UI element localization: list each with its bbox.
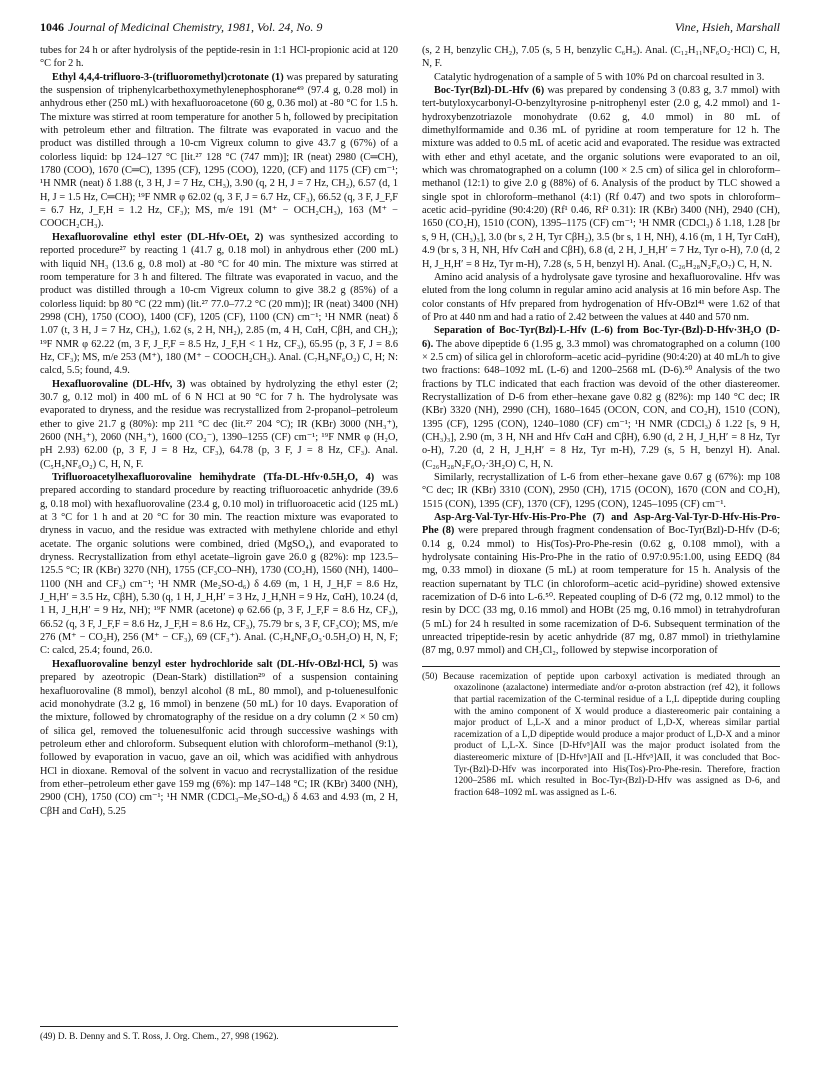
left-footnote-area xyxy=(40,1026,398,1044)
paragraph: Amino acid analysis of a hydrolysate gave tyrosine and hexafluorovaline. Hfv was eluted from the long column in regular amino acid analysis at 16 min before Asp. The color constants of Hfv prepared from hydrogenation of Hfv-OBzl⁴¹ were 1.62 of that of Pro at 440 nm and had a ratio of 2.42 between the values at 440 and 570 nm. xyxy=(422,271,780,323)
paragraph-body: was prepared according to standard procedure by reacting trifluoroacetic anhydride (39.6 g, 0.18 mol) with hexafluorovaline (23.4 g, 0.10 mol) in trifluoroacetic acid (125 mL) at 3 °C for 1 h and at 20 °C for 30 min. The reaction mixture was evaporated to dryness in vacuo, and the residue was extracted with methylene chloride and ethyl acetate. The organic solutions were combined, dried (MgSO₄), and evaporated to dryness. Recrystallization from ethyl acetate–ligroin gave 26.0 g (82%): mp 123.5–125.5 °C; IR (KBr) 3270 (NH), 1755 (CF₃CO–NH), 1730 (CO₂H), 1560 (NH), 1400–1100 (NH and CF₃) cm⁻¹; ¹H NMR (Me₂SO-d₆) δ 4.69 (m, 1 H, J_H,F = 8.6 Hz, J_H,H′ = 3.5 Hz, CβH), 5.30 (q, 1 H, J_H,H′ = 3 Hz, J_H,NH = 9 Hz, CαH), 10.24 (d, 1 H, J_H,H′ = 9 Hz, NH); ¹⁹F NMR (acetone) φ 62.66 (p, 3 F, J_F,F = 8.6 Hz, CF₃), 66.52 (q, 3 F, J_F,F = 8.6 Hz, J_F,H = 8.6 Hz, CF₃), 75.79 br s, 3 F, CF₃CO); MS, m/e 276 (M⁺ − CO₂H), 256 (M⁺ − CF₃), 69 (CF₃⁺). Anal. (C₇H₄NF₉O₃·0.5H₂O) H, N, F; C: calcd, 25.4; found, 26.0. xyxy=(40,472,398,657)
compound-heading: Trifluoroacetylhexafluorovaline hemihydrate (Tfa-DL-Hfv·0.5H₂O, 4) xyxy=(52,472,375,483)
paragraph xyxy=(40,658,398,818)
paragraph-body: were prepared through fragment condensation of Boc-Tyr(Bzl)-D-Hfv (D-6; 0.14 g, 0.24 mmol) to His(Tos)-Pro-Phe-resin (0.62 g, 0.108 mmol), with a hydrolysate containing His-Pro-Phe in the ratio of 0.97:0.95:1.00, using EEDQ (84 mg, 0.33 mmol) in dioxane (5 mL) at room temperature for 15 h. Analysis of the reaction supernatant by TLC (in chloroform–acetic acid–pyridine) showed extensive racemization of D-6 into L-6.⁵⁰. Repeated coupling of D-6 (72 mg, 0.12 mmol) to the resin by DCC (33 mg, 0.16 mmol) and HOBt (25 mg, 0.16 mmol) in tetrahydrofuran (5 mL) for 24 h resulted in some racemization of D-6. Subsequent termination of the unreacted tripeptide-resin by acetic anhydride (87 mg, 0.87 mmol) in triethylamine (87 mg, 0.97 mmol) and CH₂Cl₂, followed by stepwise incorporation of xyxy=(422,525,781,657)
compound-heading: Hexafluorovaline (DL-Hfv, 3) xyxy=(52,378,186,390)
footnote-49: (49) D. B. Denny and S. T. Ross, J. Org. Chem., 27, 998 (1962). xyxy=(40,1032,279,1042)
paragraph xyxy=(422,324,780,471)
compound-heading: Boc-Tyr(Bzl)-DL-Hfv (6) xyxy=(434,85,545,97)
left-column xyxy=(40,44,398,818)
compound-heading: Separation of Boc-Tyr(Bzl)-L-Hfv (L-6) from Boc-Tyr-(Bzl)-D-Hfv·3H₂O (D-6). xyxy=(422,325,780,350)
paragraph xyxy=(422,511,780,658)
paragraph: Catalytic hydrogenation of a sample of 5 with 10% Pd on charcoal resulted in 3. xyxy=(434,71,765,83)
footnote-50: (50) Because racemization of peptide upon carboxyl activation is mediated through an oxazolinone (azalactone) intermediate and/or α-proton abstraction (ref 42), it follows that partial racemization of the C-terminal residue of a L,L dipeptide during coupling with the amino component of X would produce a diastereomeric pair containing a major product of L,L-X and a minor product of L,D-X, whereas similar partial racemization of a L,D dipeptide would produce a major product of L,D-X and a minor product of L,L-X. Since [D-Hfv⁵]AII was the major product isolated from the diastereomeric mixture of [D-Hfv⁵]AII and [L-Hfv⁵]AII, it was concluded that Boc-Tyr-(Bzl)-D-Hfv was incorporated into His(Tos)-Pro-Phe-resin. Therefore, fraction 1200–2586 mL which resulted in Boc-Tyr-(Bzl)-D-Hfv was assigned as D-6, and fraction 648–1092 mL was assigned as L-6. xyxy=(422,671,780,798)
right-column xyxy=(422,44,780,799)
footnote-rule xyxy=(40,1026,398,1027)
paragraph-body: was prepared by saturating the suspension of triphenylcarbethoxymethylenephosphorane⁴⁹ (97.4 g, 0.28 mol) in anhydrous ether (250 mL) with hexafluoroacetone (60 g, 0.36 mol) at -80 °C for 1.5 h. The mixture was stirred at room temperature for another 5 h, followed by precipitation with petroleum ether and filtration. The filtrate was evaporated in vacuo and the product was distilled through a 10-cm Vigreux column to give 43.7 g (67%) of a colorless liquid: bp 124–127 °C [lit.²⁷ 128 °C (747 mm)]; IR (neat) 2980 (C═CH), 1780 (COO), 1670 (C═C), 1395 (CF), 1295 (COO), 1220, (CF) and 1175 (CF) cm⁻¹; ¹H NMR (neat) δ 1.88 (t, 3 H, J = 7 Hz, CH₃), 3.90 (q, 2 H, J = 7 Hz, CH₂), 6.57 (d, 1 H, J = 1.5 Hz, C═CH); ¹⁹F NMR φ 62.02 (q, 3 F, J = 6.7 Hz, CF₃), 66.52 (q, 3 F, J_F,F = 6.7 Hz, J_F,H = 1.2 Hz, CF₃); MS, m/e 191 (M⁺ − OCH₂CH₃), 163 (M⁺ − COOCH₂CH₃). xyxy=(40,71,398,230)
page-number: 1046 xyxy=(40,20,64,34)
paragraph xyxy=(40,471,398,658)
paragraph xyxy=(40,378,398,471)
compound-heading: Asp-Arg-Val-Tyr-Hfv-His-Pro-Phe (7) and Asp-Arg-Val-Tyr-D-Hfv-His-Pro-Phe (8) xyxy=(422,512,780,537)
paragraph xyxy=(40,71,398,231)
compound-heading: Hexafluorovaline ethyl ester (DL-Hfv-OEt, 2) xyxy=(52,231,264,243)
footnote-rule xyxy=(422,666,780,667)
paragraph-body: The above dipeptide 6 (1.95 g, 3.3 mmol) was chromatographed on a column (100 × 2.5 cm) of silica gel in chloroform–acetic acid–pyridine (90:4:20) at 40 mL/h to give two fractions: 648–1092 mL (L-6) and 1200–2568 mL (D-6).⁵⁰ Analysis of the two fractions by TLC indicated that each fraction was devoid of the other diastereomer. Recrystallization of D-6 from ether–hexane gave 0.82 g (82%): mp 140 °C dec; IR (KBr) 3320 (NH), 2990 (CH), 1680–1645 (OCON, CON, and CO₂H), 1510 (CON), 1395 (CF), 1295 (CON), 1240–1080 (CF) cm⁻¹; ¹H NMR (CDCl₃) δ 1.22 [s, 9 H, (CH₃)₃], 2.90 (m, 3 H, NH and Hfv CαH and CβH), 6.90 (d, 2 H, J_H,H′ = 8 Hz, Tyr o-H), 7.20 (d, 2 H, J_H,H′ = 8 Hz, Tyr m-H), 7.29 (s, 5 H, benzyl H). Anal. (C₂₆H₂₈N₂F₆O₇·3H₂O) C, H, N. xyxy=(422,338,780,470)
compound-heading: Hexafluorovaline benzyl ester hydrochloride salt (DL-Hfv-OBzl·HCl, 5) xyxy=(52,658,378,670)
paragraph xyxy=(422,84,780,271)
compound-heading: Ethyl 4,4,4-trifluoro-3-(trifluoromethyl)crotonate (1) xyxy=(52,71,284,83)
running-authors: Vine, Hsieh, Marshall xyxy=(674,20,780,34)
paragraph xyxy=(40,231,398,378)
paragraph: Similarly, recrystallization of L-6 from ether–hexane gave 0.67 g (67%): mp 108 °C dec; IR (KBr) 3310 (CON), 2950 (CH), 1715 (OCON), 1670 (CON and CO₂H), 1515 (CON), 1395 (CF), 1370 (CF), 1295 (CON), 1245–1095 (CF) cm⁻¹. xyxy=(422,472,780,510)
paragraph-body: was prepared by azeotropic (Dean-Stark) distillation²⁹ of a suspension containing hexafluorovaline (8 mmol), benzyl alcohol (8 mL, 80 mmol), and p-toluenesulfonic acid monohydrate (3.2 g, 16 mmol) in benzene (50 mL) for 10 days. Evaporation of the mixture, followed by chromatography of the residue on a dry column (2 × 50 cm) of silica gel, removed the toluenesulfonic acid through successive washings with petroleum ether and chloroform. Subsequent elution with chloroform–methanol (9:1), followed by evaporation in vacuo, gave an oil, which was acidified with anhydrous HCl in dioxane. Removal of the solvent in vacuo and recrystallization of the residue from ether–petroleum ether gave 159 mg (6%): mp 147–148 °C; IR (KBr) 3400 (NH), 2900 (CH), 1750 (CO) cm⁻¹; ¹H NMR (CDCl₃–Me₂SO-d₆) δ 4.63 and 4.93 (m, 2 H, CβH and CαH), 5.25 xyxy=(40,658,399,817)
journal-citation: Journal of Medicinal Chemistry, 1981, Vol. 24, No. 9 xyxy=(68,20,323,34)
paragraph-body: was prepared by condensing 3 (0.83 g, 3.7 mmol) with tert-butyloxycarbonyl-O-benzyltyrosine p-nitrophenyl ester (2.0 g, 4.2 mmol) and 1-hydroxybenzotriazole monohydrate (0.62 g, 4.0 mmol) in 80 mL of dimethylformamide and 0.36 mL of pyridine at room temperature for 12 h. The mixture was added to 0.5 mL of acetic acid and evaporated. The residue was extracted with ether and ethyl acetate, and the organic solutions were evaporated to an oil, which was chromatographed on a column (100 × 2.5 cm) of silica gel in chloroform–methanol (12:1) to give 2.0 g (88%) of 6. Analysis of the product by TLC showed a single spot in chloroform–methanol (4:1) (Rf 0.47) and two spots in chloroform–acetic acid–pyridine (90:4:20) (Rf¹ 0.46, Rf² 0.31): IR (KBr) 3400 (NH), 2940 (CH), 1650 (CO₂H), 1510 (CON), 1395–1175 (CF) cm⁻¹; ¹H NMR (CDCl₃) δ 1.18, 1.28 [br s, 9 H, (CH₃)₃], 3.0 (br s, 2 H, Tyr CβH₂), 3.5 (br s, 1 H, NH), 4.16 (m, 1 H, Tyr CαH), 4.9 (br s, 3 H, NH, Hfv CαH and CβH), 6.8 (d, 2 H, J_H,H′ = 7 Hz, Tyr o-H), 7.0 (d, 2 H, J_H,H′ = 8 Hz, Tyr m-H), 7.28 (s, 5 H, benzyl H). Anal. (C₂₆H₂₈N₂F₆O₇) C, H, N. xyxy=(422,85,780,270)
paragraph-body: was synthesized according to reported procedure²⁷ by reacting 1 (41.7 g, 0.18 mol) in anhydrous ether (200 mL) with liquid NH₃ (13.6 g, 0.8 mol) at -80 °C for 40 min. The mixture was stirred at room temperature for 3 h and filtered. The filtrate was evaporated in vacuo, and the product was distilled through a 10-cm Vigreux column to give 38.2 g (85%) of a colorless liquid: bp 80 °C (22 mm) (lit.²⁷ 77.0–77.2 °C (20 mm)]; IR (neat) 3400 (NH) 2998 (CH), 1750 (COO), 1400 (CF), 1205 (CF), 1100 (CN) cm⁻¹; ¹H NMR (neat) δ 1.07 (t, 3 H, J = 7 Hz, CH₃), 1.62 (s, 2 H, NH₂), 2.85 (m, 4 H, CαH, CβH, and CH₂); ¹⁹F NMR φ 62.22 (m, 3 F, J_F,F = 8.5 Hz, J_F,H < 1 Hz, CF₃), 65.95 (p, 3 F, J = 8.6 Hz, CF₃); MS, m/e 253 (M⁺), 180 (M⁺ − COOCH₂CH₃). Anal. (C₇H₉NF₆O₂) C, H; N: calcd, 5.5; found, 4.9. xyxy=(40,231,398,377)
running-header xyxy=(40,20,780,36)
paragraph-body: was obtained by hydrolyzing the ethyl ester (2; 30.7 g, 0.12 mol) in 400 mL of 6 N HCl at 90 °C for 7 h. The hydrolysate was evaporated to dryness, and the residue was recrystallized from 2-propanol–petroleum ether to give 21.7 g (80%): mp 211 °C dec (lit.²⁷ 204 °C); IR (KBr) 3000 (NH₃⁺), 2600 (NH₃⁺), 2060 (NH₃⁺), 1600 (CO₂⁻), 1390–1255 (CF) cm⁻¹; ¹⁹F NMR φ (H₂O, pH 2.93) 62.00 (p, 3 F, J = 8 Hz, CF₃), 64.78 (p, 3 F, J = 8 Hz, CF₃). Anal. (C₅H₅NF₆O₂) C, H, N, F. xyxy=(40,378,398,470)
paragraph: (s, 2 H, benzylic CH₂), 7.05 (s, 5 H, benzylic C₆H₅). Anal. (C₁₂H₁₁NF₆O₂·HCl) C, H, N, F. xyxy=(422,45,780,70)
paragraph: tubes for 24 h or after hydrolysis of the peptide-resin in 1:1 HCl-propionic acid at 120 °C for 2 h. xyxy=(40,45,398,70)
